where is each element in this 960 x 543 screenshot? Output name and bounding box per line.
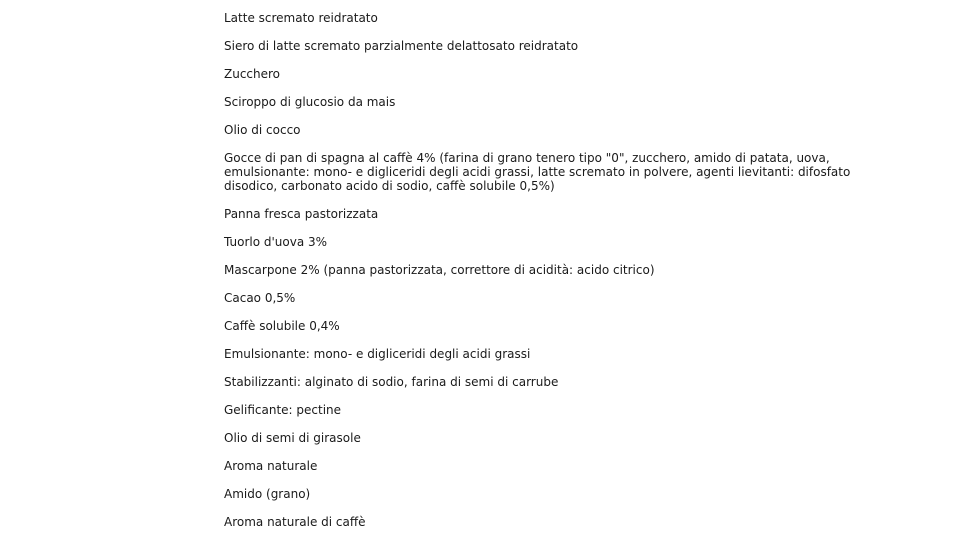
ingredient-item: Zucchero (224, 67, 281, 81)
ingredient-item: Caffè solubile 0,4% (224, 319, 340, 333)
ingredient-item: Olio di semi di girasole (224, 431, 361, 445)
ingredient-item: Aroma naturale di caffè (224, 515, 366, 529)
ingredient-item: Gocce di pan di spagna al caffè 4% (farina di grano tenero tipo "0", zucchero, amido di patata, uova, emulsionante: mono- e digliceridi degli acidi grassi, latte scremato in polvere, agenti lievitanti: difosfato disodico, carbonato acido di sodio, caffè solubile 0,5%) (224, 151, 851, 193)
ingredient-item: Latte scremato reidratato (224, 11, 378, 25)
ingredient-item: Amido (grano) (224, 487, 311, 501)
ingredient-item: Panna fresca pastorizzata (224, 207, 379, 221)
ingredient-item: Emulsionante: mono- e digliceridi degli acidi grassi (224, 347, 531, 361)
ingredient-item: Cacao 0,5% (224, 291, 296, 305)
ingredient-item: Gelificante: pectine (224, 403, 342, 417)
ingredient-item: Tuorlo d'uova 3% (224, 235, 328, 249)
ingredient-item: Aroma naturale (224, 459, 318, 473)
ingredient-list (224, 11, 851, 543)
ingredient-item: Siero di latte scremato parzialmente delattosato reidratato (224, 39, 579, 53)
ingredient-item: Stabilizzanti: alginato di sodio, farina di semi di carrube (224, 375, 559, 389)
ingredient-item: Olio di cocco (224, 123, 301, 137)
ingredient-item: Sciroppo di glucosio da mais (224, 95, 396, 109)
ingredient-item: Mascarpone 2% (panna pastorizzata, correttore di acidità: acido citrico) (224, 263, 655, 277)
